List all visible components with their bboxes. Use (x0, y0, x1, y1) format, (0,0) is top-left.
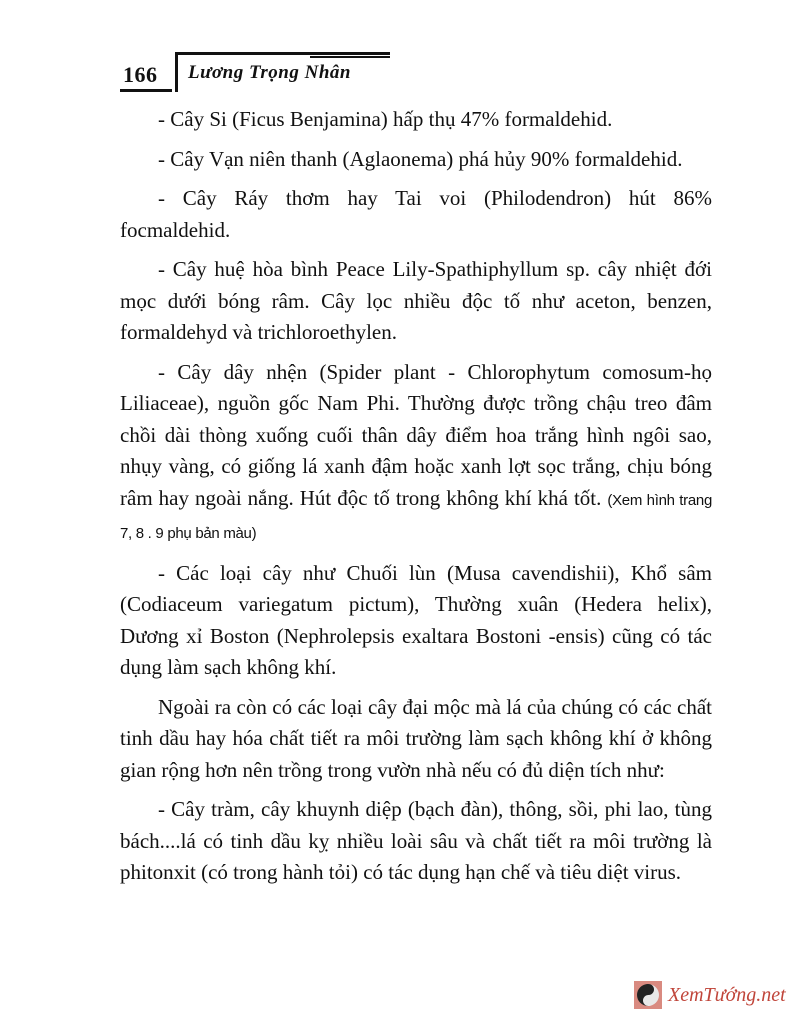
paragraph-peace-lily (120, 254, 712, 349)
author-name: Lương Trọng Nhân (188, 62, 351, 83)
paragraph-text: Ngoài ra còn có các loại cây đại mộc mà lá của chúng có các chất tinh dầu hay hóa chất tiết ra môi trường làm sạch không khí ở không gian rộng hơn nên trồng trong vườn nhà nếu có đủ diện tích như: (120, 694, 712, 782)
paragraph-text: - Cây Vạn niên thanh (Aglaonema) phá hủy 90% formaldehid. (158, 146, 683, 171)
paragraph-other-plants (120, 558, 712, 684)
watermark-text: XemTướng.net (668, 983, 786, 1006)
page-body (120, 104, 712, 897)
yin-yang-icon (637, 984, 659, 1006)
watermark (634, 981, 786, 1009)
paragraph-aglaonema (120, 144, 712, 176)
paragraph-text: - Cây Si (Ficus Benjamina) hấp thụ 47% formaldehid. (158, 107, 613, 131)
paragraph-text: - Cây Ráy thơm hay Tai voi (Philodendron) hút 86% focmaldehid. (120, 186, 712, 242)
paragraph-text: - Cây dây nhện (Spider plant - Chlorophytum comosum-họ Liliaceae), nguồn gốc Nam Phi. Thường được trồng chậu treo đâm chồi dài thòng xuống cuối thân dây điểm hoa trắng hình ngôi sao, nhụy vàng, có giống lá xanh đậm hoặc xanh lợt sọc trắng, chịu bóng râm hay ngoài nắng. Hút độc tố trong không khí khá tốt. (120, 359, 712, 510)
header-rule (175, 52, 390, 55)
paragraph-trees (120, 794, 712, 889)
watermark-logo (634, 981, 662, 1009)
paragraph-text: - Cây huệ hòa bình Peace Lily-Spathiphyllum sp. cây nhiệt đới mọc dưới bóng râm. Cây lọc nhiều độc tố như aceton, benzen, formaldehyd và trichloroethylen. (120, 257, 712, 344)
header-rule-vertical (175, 52, 178, 92)
paragraph-text: - Cây tràm, cây khuynh diệp (bạch đàn), thông, sồi, phi lao, tùng bách....lá có tinh dầu kỵ nhiều loài sâu và chất tiết ra môi trường là phitonxit (có trong hành tỏi) có tác dụng hạn chế và tiêu diệt virus. (120, 797, 712, 884)
figure-reference-note: (Xem hình trang 7, 8 . 9 phụ bản màu) (120, 491, 712, 542)
paragraph-text: - Các loại cây như Chuối lùn (Musa cavendishii), Khổ sâm (Codiaceum variegatum pictum), Thường xuân (Hedera helix), Dương xỉ Boston (Nephrolepsis exaltara Bostoni -ensis) cũng có tác dụng làm sạch không khí. (120, 560, 712, 679)
page-number-underline (120, 89, 172, 92)
paragraph-trees-intro (120, 692, 712, 787)
paragraph-philodendron (120, 183, 712, 246)
paragraph-spider-plant (120, 357, 712, 550)
header-rule-accent (310, 56, 390, 58)
paragraph-ficus (120, 104, 712, 136)
page-number: 166 (123, 62, 158, 87)
page-header (120, 52, 390, 92)
